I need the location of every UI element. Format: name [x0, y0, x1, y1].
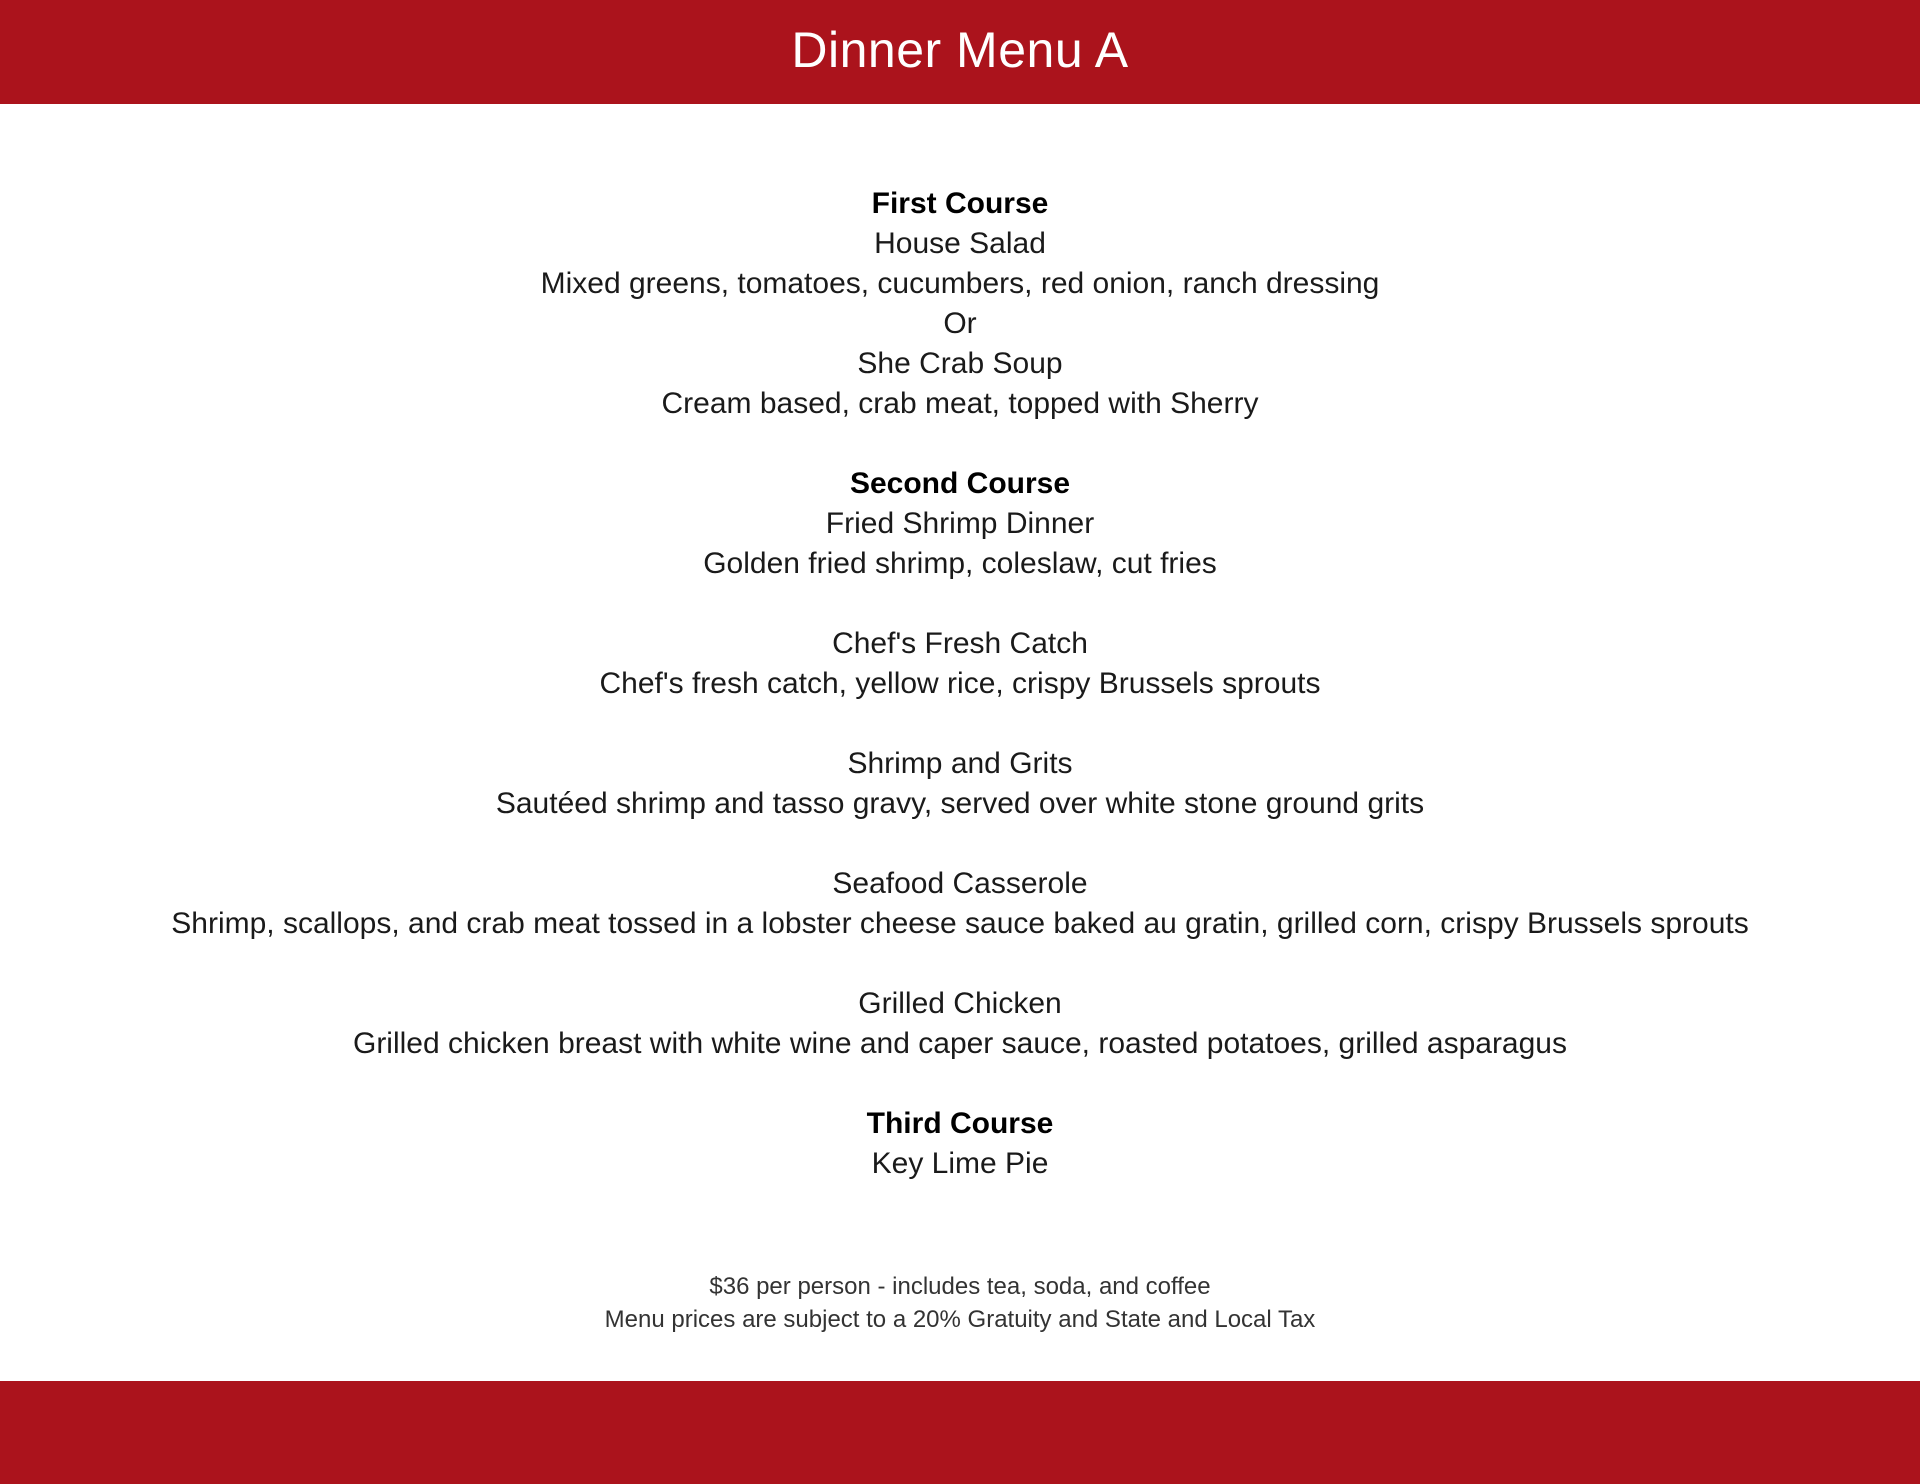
- dish-name: She Crab Soup: [857, 347, 1063, 380]
- spacer: [0, 424, 1920, 464]
- dish-name: Fried Shrimp Dinner: [825, 507, 1095, 540]
- dish-description: Grilled chicken breast with white wine and caper sauce, roasted potatoes, grilled asparagus: [352, 1027, 1567, 1060]
- menu-body: [0, 184, 1920, 1184]
- third-course-heading: Third Course: [866, 1107, 1054, 1140]
- dish-description: Sautéed shrimp and tasso gravy, served over white stone ground grits: [495, 787, 1425, 820]
- second-course-heading: Second Course: [849, 467, 1071, 500]
- tax-note: Menu prices are subject to a 20% Gratuity and State and Local Tax: [604, 1306, 1316, 1333]
- dish-name: Grilled Chicken: [858, 987, 1062, 1020]
- page-title: Dinner Menu A: [791, 22, 1129, 78]
- header-banner: [0, 0, 1920, 104]
- dish-description: Cream based, crab meat, topped with Sherry: [661, 387, 1259, 420]
- spacer: [0, 944, 1920, 984]
- first-course-heading: First Course: [871, 187, 1049, 220]
- dish-description: Chef's fresh catch, yellow rice, crispy Brussels sprouts: [599, 667, 1321, 700]
- footer-notes: [0, 1270, 1920, 1336]
- price-note: $36 per person - includes tea, soda, and coffee: [709, 1273, 1211, 1300]
- spacer: [0, 1064, 1920, 1104]
- footer-banner: [0, 1381, 1920, 1484]
- dish-name: Key Lime Pie: [871, 1147, 1049, 1180]
- dish-description: Mixed greens, tomatoes, cucumbers, red onion, ranch dressing: [540, 267, 1380, 300]
- spacer: [0, 584, 1920, 624]
- dish-name: Chef's Fresh Catch: [832, 627, 1088, 660]
- dish-description: Golden fried shrimp, coleslaw, cut fries: [703, 547, 1217, 580]
- dish-name: House Salad: [874, 227, 1046, 260]
- dish-name: Shrimp and Grits: [847, 747, 1073, 780]
- dish-description: Shrimp, scallops, and crab meat tossed in a lobster cheese sauce baked au gratin, grilled corn, crispy Brussels sprouts: [171, 907, 1749, 940]
- dish-name: Seafood Casserole: [832, 867, 1088, 900]
- spacer: [0, 824, 1920, 864]
- or-separator: Or: [943, 307, 977, 340]
- spacer: [0, 704, 1920, 744]
